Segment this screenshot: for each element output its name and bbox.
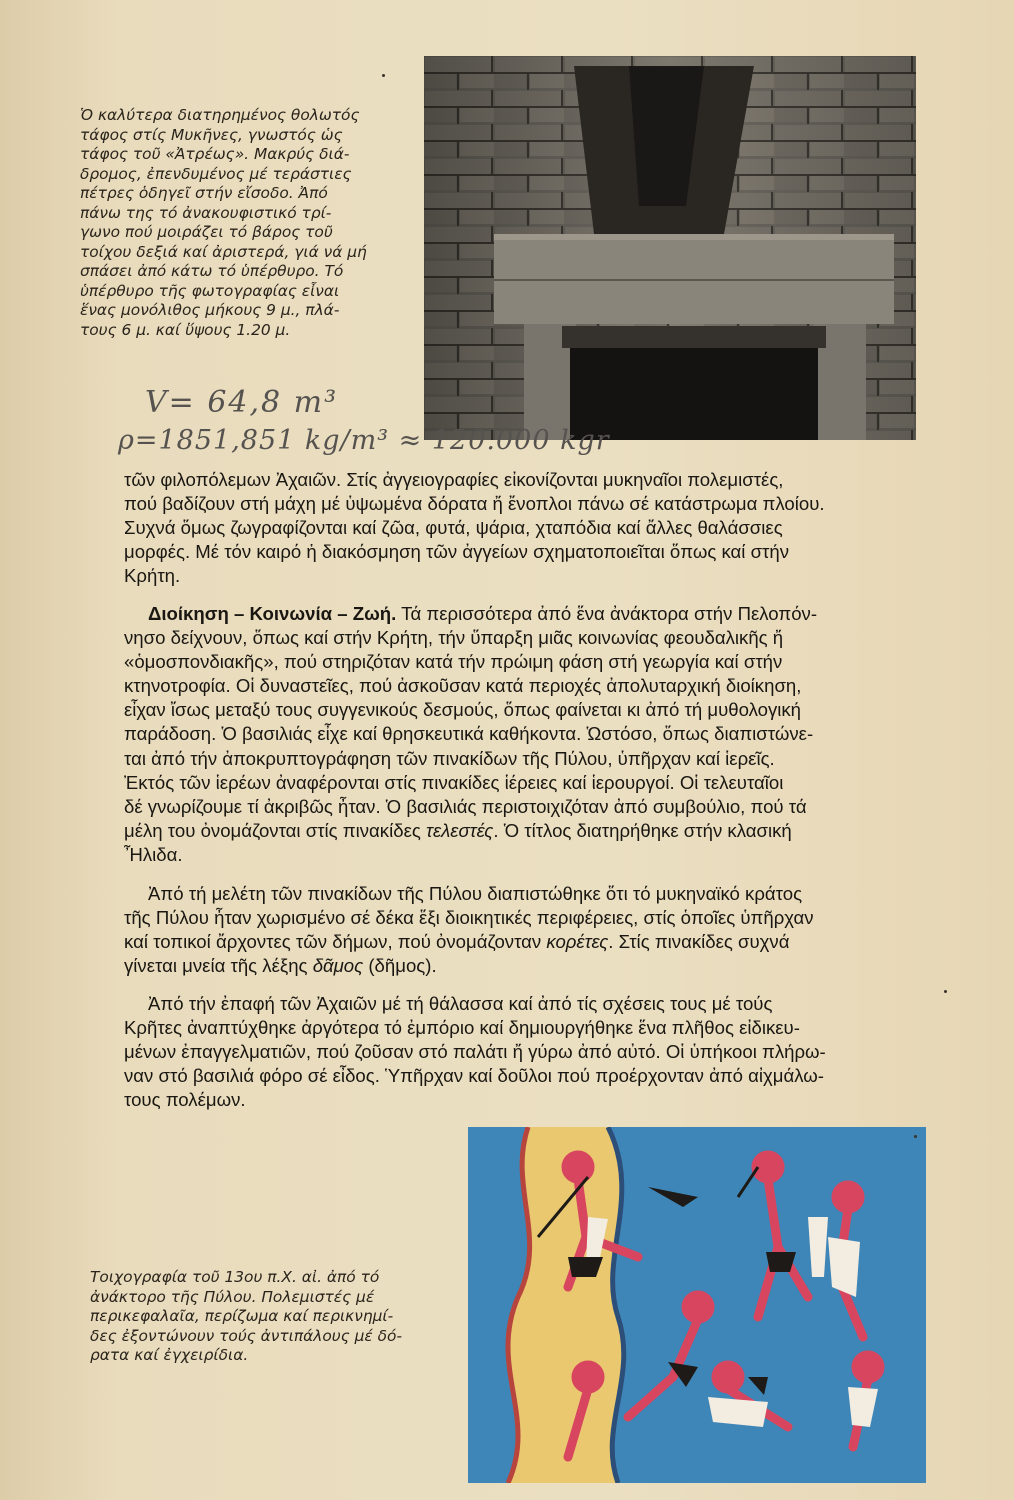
paragraph-trade [124,992,924,1112]
print-speck [914,1135,917,1138]
print-speck [944,990,947,993]
text-line [124,602,924,626]
caption-line: τάφος τοῦ «Ἀτρέως». Μακρύς διά- [80,145,350,163]
tomb-caption [80,106,400,340]
tomb-photo-drawing [424,56,916,440]
text-line: ται ἀπό τήν ἀποκρυπτογράφηση τῶν πινακίδων τῆς Πύλου, ὑπῆρχαν καί ἱερεῖς. [124,747,775,769]
text-fragment: καί τοπικοί ἄρχοντες τῶν δήμων, πού ὀνομάζονταν [124,931,547,953]
text-fragment: (δῆμος). [363,955,437,977]
caption-line: ἀνάκτορο τῆς Πύλου. Πολεμιστές μέ [90,1287,375,1306]
text-fragment: γίνεται μνεία τῆς λέξης [124,955,313,977]
section-heading: Διοίκηση – Κοινωνία – Ζωή. [148,603,397,624]
handwritten-note-density: ρ=1851,851 kg/m³ ≈ 120.000 kgr [118,425,610,456]
text-fragment: . Ὁ τίτλος διατηρήθηκε στήν κλασική [493,819,792,841]
text-line: μένων ἐπαγγελματιῶν, πού ζοῦσαν στό παλάτι ἤ γύρω ἀπό αὐτό. Οἱ ὑπήκοοι πλήρω- [124,1041,826,1063]
term-telestes: τελεστές [426,819,494,841]
text-line: Κρῆτες ἀναπτύχθηκε ἀργότερα τό ἐμπόριο καί δημιουργήθηκε ἕνα πλῆθος εἰδικευ- [124,1017,800,1039]
text-line: Ἀπό τήν ἐπαφή τῶν Ἀχαιῶν μέ τή θάλασσα καί ἀπό τίς σχέσεις τους μέ τούς [148,993,773,1014]
text-line: νησο δείχνουν, ὅπως καί στήν Κρήτη, τήν ὕπαρξη μιᾶς κοινωνίας φεουδαλικῆς ἤ [124,627,784,649]
text-line: ναν στό βασιλιά φόρο σέ εἶδος. Ὑπῆρχαν καί δοῦλοι πού προέρχονταν ἀπό αἰχμάλω- [124,1065,824,1087]
caption-line: ὑπέρθυρο τῆς φωτογραφίας εἶναι [80,281,340,300]
text-line: Ἀπό τή μελέτη τῶν πινακίδων τῆς Πύλου διαπιστώθηκε ὅτι τό μυκηναϊκό κράτος [148,883,803,904]
text-line [124,954,924,978]
text-line: «ὁμοσπονδιακῆς», πού στηριζόταν κατά τήν πρώιμη φάση στή γεωργία καί στήν [124,651,783,673]
caption-line: τοίχου δεξιά καί ἀριστερά, γιά νά μή [80,242,367,261]
text-line: εἶχαν ἴσως μεταξύ τους συγγενικούς δεσμούς, ὅπως φαίνεται κι ἀπό τή μυθολογική [124,699,802,721]
caption-line: ρατα καί ἐγχειρίδια. [90,1346,249,1364]
text-line: τῆς Πύλου ἦταν χωρισμένο σέ δέκα ἕξι διοικητικές περιφέρειες, στίς ὁποῖες ὑπῆρχαν [124,907,814,929]
text-fragment: μέλη του ὀνομάζονται στίς πινακίδες [124,819,427,841]
paragraph-pylos-tablets [124,882,924,978]
text-line: Ἐκτός τῶν ἱερέων ἀναφέρονται στίς πινακίδες ἱέρειες καί ἱερουργοί. Οἱ τελευταῖοι [124,771,784,793]
handwritten-note-volume: V= 64,8 m³ [145,385,339,420]
caption-line: δες ἐξοντώνουν τούς ἀντιπάλους μέ δό- [90,1326,403,1345]
text-line: Ἦλιδα. [124,843,183,865]
fresco-caption [90,1268,450,1366]
caption-line: δρομος, ἐπενδυμένος μέ τεράστιες [80,164,352,183]
text-line: δέ γνωρίζουμε τί ἀκριβῶς ἦταν. Ὁ βασιλιάς περιστοιχιζόταν ἀπό συμβούλιο, πού τά [124,795,807,817]
paragraph-achaean-art [124,468,924,588]
caption-line: ἕνας μονόλιθος μήκους 9 μ., πλά- [80,301,340,319]
caption-line: πάνω της τό ἀνακουφιστικό τρί- [80,203,332,222]
caption-line: τους 6 μ. καί ὕψους 1.20 μ. [80,320,291,339]
text-fragment: Τά περισσότερα ἀπό ἕνα ἀνάκτορα στήν Πελοπόν- [396,603,818,624]
caption-line: περικεφαλαῖα, περίζωμα καί περικνημί- [90,1307,394,1325]
text-line [124,930,924,954]
caption-line: σπάσει ἀπό κάτω τό ὑπέρθυρο. Τό [80,262,344,280]
text-line: Κρήτη. [124,565,181,587]
caption-line: τάφος στίς Μυκῆνες, γνωστός ὡς [80,125,343,144]
fresco-drawing [468,1127,926,1483]
caption-line: πέτρες ὁδηγεῖ στήν εἴσοδο. Ἀπό [80,184,328,202]
text-line [124,819,924,843]
text-line: μορφές. Μέ τόν καιρό ἡ διακόσμηση τῶν ἀγγείων σχηματοποιεῖται ὅπως καί στήν [124,541,790,563]
term-koretes: κορέτες [546,931,609,953]
text-fragment: . Στίς πινακίδες συχνά [608,931,790,953]
term-damos: δᾶμος [312,955,364,977]
text-line: τους πολέμων. [124,1089,246,1111]
print-speck [382,74,385,77]
text-line: παράδοση. Ὁ βασιλιάς εἶχε καί θρησκευτικά καθήκοντα. Ὡστόσο, ὅπως διαπιστώνε- [124,723,814,745]
text-line: Συχνά ὅμως ζωγραφίζονται καί ζῶα, φυτά, ψάρια, χταπόδια καί ἄλλες θαλάσσιες [124,517,783,539]
paragraph-administration [124,602,924,867]
treasury-of-atreus-photo [424,56,916,440]
caption-line: Τοιχογραφία τοῦ 13ου π.Χ. αἰ. ἀπό τό [90,1268,380,1286]
caption-line: γωνο πού μοιράζει τό βάρος τοῦ [80,223,333,241]
pylos-battle-fresco [468,1127,926,1483]
text-line: τῶν φιλοπόλεμων Ἀχαιῶν. Στίς ἀγγειογραφίες εἰκονίζονται μυκηναῖοι πολεμιστές, [124,469,784,490]
caption-line: Ὁ καλύτερα διατηρημένος θολωτός [80,106,360,124]
text-line: κτηνοτροφία. Οἱ δυναστεῖες, πού ἀσκοῦσαν κατά περιοχές ἀπολυταρχική διοίκηση, [124,675,802,697]
text-line: πού βαδίζουν στή μάχη μέ ὑψωμένα δόρατα ἤ ἔνοπλοι πάνω σέ κατάστρωμα πλοίου. [124,493,825,515]
